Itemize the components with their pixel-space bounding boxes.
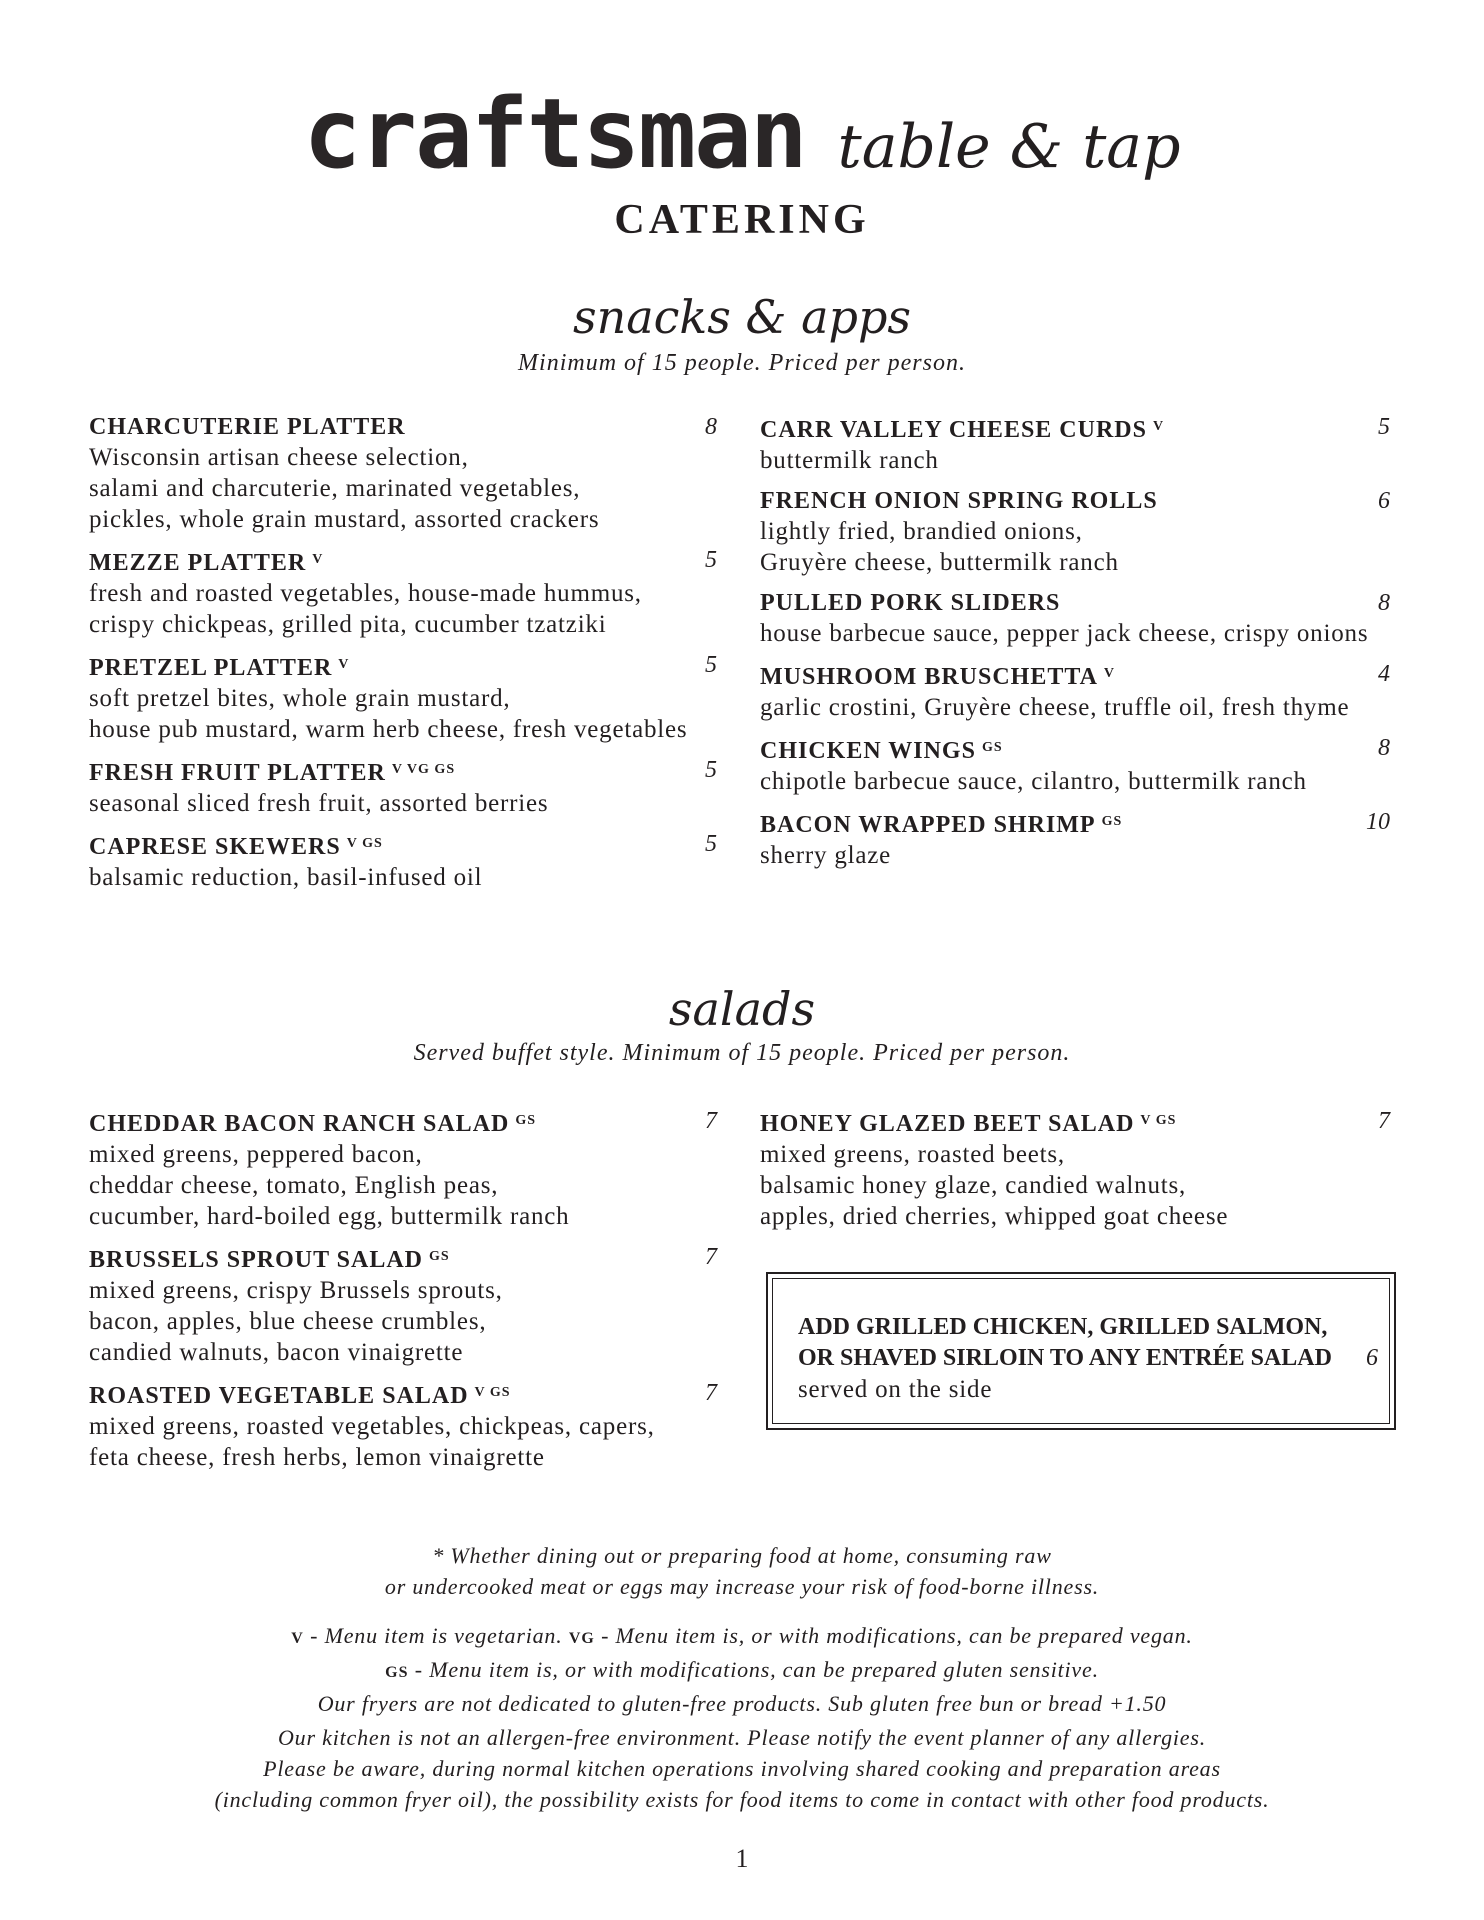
menu-item-description: garlic crostini, Gruyère cheese, truffle oil, fresh thyme: [760, 694, 1350, 721]
menu-item: [89, 1378, 717, 1473]
legend-text-gs: - Menu item is, or with modifications, can be prepared gluten sensitive.: [408, 1657, 1099, 1682]
dietary-tags: GS: [1101, 814, 1123, 829]
dietary-tags: GS: [429, 1249, 450, 1264]
menu-item-title: CHARCUTERIE PLATTER: [89, 414, 406, 440]
legend-key-gs: GS: [385, 1664, 409, 1681]
dietary-tags: GS: [981, 740, 1003, 755]
addon-price: 6: [1366, 1345, 1378, 1371]
menu-item-description: Wisconsin artisan cheese selection,: [89, 444, 469, 471]
snacks-section-title: snacks & apps: [572, 290, 911, 344]
dietary-tags: V GS: [1140, 1113, 1177, 1128]
menu-item-description: apples, dried cherries, whipped goat cheese: [760, 1203, 1229, 1230]
menu-item: [89, 1242, 717, 1368]
menu-item-price: 7: [705, 1380, 717, 1406]
menu-item: [760, 733, 1390, 797]
menu-item-description: seasonal sliced fresh fruit, assorted berries: [89, 790, 549, 817]
menu-item-name: [89, 412, 717, 442]
menu-item-title: FRESH FRUIT PLATTER: [89, 760, 386, 786]
menu-item-name: [760, 733, 1390, 766]
addon-description: served on the side: [798, 1376, 993, 1403]
menu-item-description: balsamic reduction, basil-infused oil: [89, 864, 483, 891]
fryer-note: Our fryers are not dedicated to gluten-free products. Sub gluten free bun or bread +1.50: [317, 1691, 1167, 1716]
menu-item-title: HONEY GLAZED BEET SALAD: [760, 1111, 1135, 1137]
dietary-tags: V GS: [346, 836, 383, 851]
menu-item: [760, 1106, 1390, 1232]
dietary-tags: GS: [515, 1113, 537, 1128]
page-title: CATERING: [614, 197, 870, 243]
menu-item-description: mixed greens, peppered bacon,: [89, 1141, 423, 1168]
menu-item-title: PULLED PORK SLIDERS: [760, 590, 1061, 616]
menu-item-description: lightly fried, brandied onions,: [760, 518, 1083, 545]
menu-item-description: feta cheese, fresh herbs, lemon vinaigrette: [89, 1444, 545, 1471]
menu-item-title: ROASTED VEGETABLE SALAD: [89, 1383, 469, 1409]
menu-item-price: 10: [1366, 809, 1390, 835]
menu-item-description: buttermilk ranch: [760, 447, 939, 474]
menu-item: [89, 755, 717, 819]
menu-item-title: FRENCH ONION SPRING ROLLS: [760, 488, 1158, 514]
menu-item-name: [760, 807, 1390, 840]
menu-item: [89, 412, 717, 535]
dietary-tags: V GS: [474, 1385, 511, 1400]
allergen-line2: Please be aware, during normal kitchen operations involving shared cooking and preparation areas: [263, 1756, 1221, 1781]
snacks-right-column: [760, 412, 1390, 881]
legend-gluten-sensitive: [0, 1654, 1484, 1688]
menu-item: [760, 588, 1390, 649]
menu-item: [760, 659, 1390, 723]
menu-item-price: 7: [1378, 1108, 1390, 1134]
menu-item-price: 5: [705, 652, 717, 678]
legend-text-vg: - Menu item is, or with modifications, can be prepared vegan.: [594, 1623, 1193, 1648]
allergen-line1: Our kitchen is not an allergen-free environment. Please notify the event planner of any allergies.: [277, 1725, 1207, 1750]
menu-item: [89, 829, 717, 893]
menu-item-description: soft pretzel bites, whole grain mustard,: [89, 685, 511, 712]
legend-vegetarian-vegan: [0, 1620, 1484, 1654]
snacks-section-subtitle: Minimum of 15 people. Priced per person.: [518, 350, 966, 376]
brand-name: craftsman: [303, 78, 806, 190]
salads-right-column: [760, 1106, 1390, 1242]
menu-item-description: fresh and roasted vegetables, house-made hummus,: [89, 580, 642, 607]
menu-item-description: candied walnuts, bacon vinaigrette: [89, 1339, 464, 1366]
menu-item-description: Gruyère cheese, buttermilk ranch: [760, 549, 1119, 576]
menu-item-price: 8: [1378, 735, 1390, 761]
menu-item-name: [89, 829, 717, 862]
menu-item-title: BACON WRAPPED SHRIMP: [760, 812, 1096, 838]
menu-item: [89, 1106, 717, 1232]
warning-line2: or undercooked meat or eggs may increase your risk of food-borne illness.: [384, 1574, 1100, 1599]
snacks-left-column: [89, 412, 717, 903]
menu-item-description: cucumber, hard-boiled egg, buttermilk ranch: [89, 1203, 570, 1230]
allergen-line3: (including common fryer oil), the possibility exists for food items to come in contact with other food products.: [214, 1787, 1270, 1812]
menu-item-price: 7: [705, 1108, 717, 1134]
menu-item-price: 5: [705, 757, 717, 783]
menu-item-price: 5: [705, 831, 717, 857]
addon-title-line1: ADD GRILLED CHICKEN, GRILLED SALMON,: [798, 1314, 1328, 1340]
salads-left-column: [89, 1106, 717, 1483]
menu-item: [760, 412, 1390, 476]
menu-item-description: salami and charcuterie, marinated vegetables,: [89, 475, 581, 502]
addon-protein-box: [766, 1272, 1396, 1430]
menu-item: [89, 545, 717, 640]
menu-item-description: crispy chickpeas, grilled pita, cucumber tzatziki: [89, 611, 607, 638]
salads-section-title: salads: [668, 982, 816, 1036]
menu-item-title: CARR VALLEY CHEESE CURDS: [760, 417, 1147, 443]
menu-item-title: CHICKEN WINGS: [760, 738, 976, 764]
menu-item: [89, 650, 717, 745]
menu-item-name: [760, 1106, 1390, 1139]
warning-line1: * Whether dining out or preparing food at home, consuming raw: [432, 1543, 1052, 1568]
menu-item-title: PRETZEL PLATTER: [89, 655, 333, 681]
menu-item-name: [760, 659, 1390, 692]
menu-item-price: 8: [705, 414, 717, 440]
menu-item-description: mixed greens, crispy Brussels sprouts,: [89, 1277, 503, 1304]
menu-item-description: balsamic honey glaze, candied walnuts,: [760, 1172, 1187, 1199]
page-number: 1: [735, 1844, 749, 1873]
menu-item-name: [89, 1242, 717, 1275]
menu-item-name: [89, 545, 717, 578]
dietary-tags: V: [312, 552, 324, 567]
menu-item-title: MEZZE PLATTER: [89, 550, 307, 576]
menu-item-title: BRUSSELS SPROUT SALAD: [89, 1247, 423, 1273]
menu-item-price: 5: [1378, 414, 1390, 440]
menu-item-description: house pub mustard, warm herb cheese, fresh vegetables: [89, 716, 688, 743]
menu-item-name: [760, 588, 1390, 618]
menu-item-title: CHEDDAR BACON RANCH SALAD: [89, 1111, 510, 1137]
menu-item-description: cheddar cheese, tomato, English peas,: [89, 1172, 499, 1199]
salads-section-subtitle: Served buffet style. Minimum of 15 people. Priced per person.: [413, 1040, 1071, 1066]
menu-item-name: [760, 412, 1390, 445]
menu-item-description: mixed greens, roasted beets,: [760, 1141, 1065, 1168]
menu-item-description: pickles, whole grain mustard, assorted crackers: [89, 506, 600, 533]
dietary-tags: V: [1103, 666, 1116, 681]
dietary-tags: V: [338, 657, 350, 672]
menu-item-title: CAPRESE SKEWERS: [89, 834, 341, 860]
menu-item: [760, 486, 1390, 578]
legend-key-v: V: [291, 1630, 304, 1647]
menu-item-name: [760, 486, 1390, 516]
dietary-tags: V: [1152, 419, 1165, 434]
allergen-notice: [0, 1722, 1484, 1815]
menu-item-title: MUSHROOM BRUSCHETTA: [760, 664, 1098, 690]
menu-item-description: house barbecue sauce, pepper jack cheese, crispy onions: [760, 620, 1369, 647]
menu-item-description: bacon, apples, blue cheese crumbles,: [89, 1308, 487, 1335]
menu-item-price: 5: [705, 547, 717, 573]
menu-item-name: [89, 755, 717, 788]
menu-item-description: chipotle barbecue sauce, cilantro, buttermilk ranch: [760, 768, 1307, 795]
legend-text-v: - Menu item is vegetarian.: [303, 1623, 569, 1648]
brand-logo: [0, 78, 1484, 190]
menu-item-name: [89, 1378, 717, 1411]
brand-tagline: table & tap: [837, 112, 1181, 182]
legend-key-vg: VG: [568, 1630, 595, 1647]
menu-item-price: 7: [705, 1244, 717, 1270]
menu-item-description: mixed greens, roasted vegetables, chickpeas, capers,: [89, 1413, 655, 1440]
addon-title: [798, 1312, 1338, 1374]
menu-item-price: 8: [1378, 590, 1390, 616]
dietary-legend: [0, 1620, 1484, 1719]
menu-item: [760, 807, 1390, 871]
raw-food-warning: [0, 1540, 1484, 1602]
menu-item-price: 6: [1378, 488, 1390, 514]
dietary-tags: V VG GS: [391, 762, 456, 777]
menu-item-price: 4: [1378, 661, 1390, 687]
menu-item-description: sherry glaze: [760, 842, 892, 869]
menu-item-name: [89, 650, 717, 683]
menu-item-name: [89, 1106, 717, 1139]
addon-title-line2: OR SHAVED SIRLOIN TO ANY ENTRÉE SALAD: [798, 1345, 1332, 1371]
